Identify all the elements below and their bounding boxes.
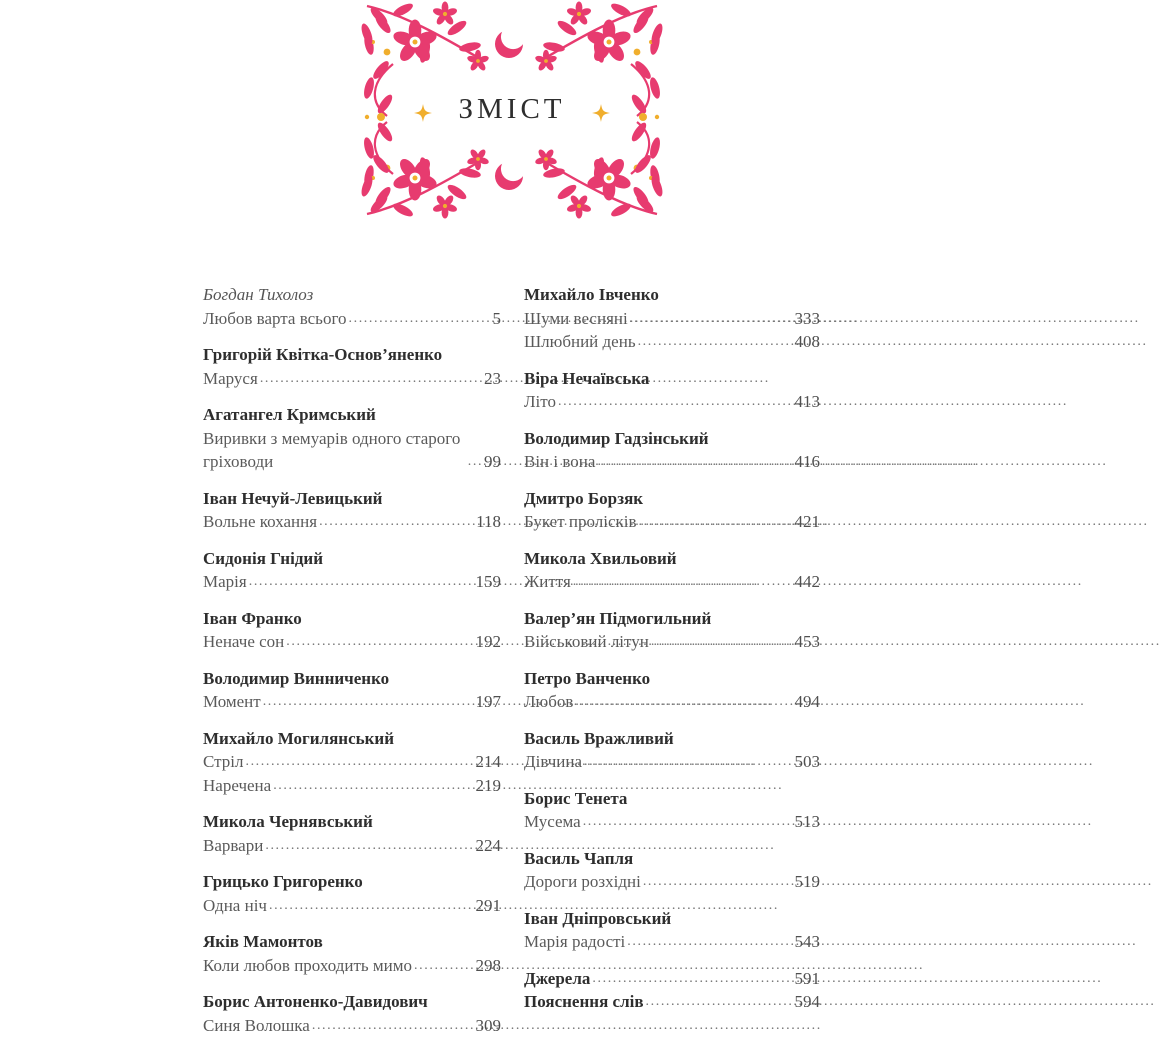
toc-column-right [524, 283, 820, 1050]
dot-leader [273, 774, 473, 798]
dot-leader [597, 450, 792, 474]
dot-leader [249, 570, 474, 594]
toc-entry [203, 954, 501, 978]
page-number: 594 [794, 992, 820, 1011]
page-number: 224 [475, 835, 501, 855]
author-name: Володимир Гадзінський [524, 428, 709, 448]
work-title: Синя Волошка [203, 1015, 310, 1035]
author-name: Агатангел Кримський [203, 405, 376, 424]
dot-leader [583, 810, 793, 834]
author-name: Богдан Тихолоз [203, 285, 314, 304]
crescent-moon-icon [490, 153, 532, 194]
work-title: Любов [524, 692, 574, 711]
dot-leader [468, 450, 482, 474]
dot-leader [269, 894, 474, 918]
dot-leader [592, 967, 792, 991]
toc-entry [203, 367, 501, 391]
toc-entry [203, 750, 501, 774]
toc-entry [203, 1014, 501, 1038]
work-title: Дороги розхідні [524, 872, 641, 891]
flower-cluster-icon [363, 1, 490, 72]
page-number: 309 [475, 1015, 501, 1035]
work-title: Виривки з мемуарів одного старого гріховоди [203, 428, 461, 471]
author-name: Василь Чапля [524, 848, 634, 868]
toc-entry [524, 750, 820, 774]
toc-entry [203, 427, 501, 474]
toc-group [524, 667, 820, 714]
dot-leader [312, 1014, 474, 1038]
toc-group [524, 487, 820, 534]
toc-entry [524, 630, 820, 654]
toc-column-left [203, 283, 501, 1050]
dot-leader [646, 990, 793, 1014]
work-title: Коли любов проходить мимо [203, 955, 413, 975]
toc-group [203, 607, 501, 654]
dot-leader [260, 367, 482, 391]
toc-entry [524, 967, 820, 991]
author-name: Петро Ванченко [524, 668, 651, 688]
toc-group [203, 990, 501, 1037]
page-number: 291 [475, 895, 501, 915]
page-number: 416 [794, 452, 820, 471]
table-of-contents [203, 283, 820, 1050]
author-name: Микола Хвильовий [524, 548, 677, 568]
page-number: 543 [794, 932, 820, 951]
toc-group [524, 967, 820, 1014]
author-name: Михайло Івченко [524, 285, 659, 304]
page-number: 23 [484, 368, 501, 388]
work-title: Вольне кохання [203, 512, 318, 531]
page-number: 413 [794, 392, 820, 411]
work-title: Букет пролісків [524, 512, 637, 531]
toc-group [524, 847, 820, 894]
toc-entry [524, 510, 820, 534]
author-name: Микола Чернявський [203, 812, 373, 831]
page-number: 118 [476, 512, 501, 531]
page-number: 453 [794, 632, 820, 651]
work-title: Варвари [203, 835, 264, 855]
work-title: Військовий літун [524, 632, 649, 651]
author-name: Григорій Квітка-Основ’яненко [203, 345, 443, 364]
toc-group [524, 907, 820, 954]
page-number: 99 [484, 452, 501, 471]
toc-entry [203, 690, 501, 714]
toc-group [203, 547, 501, 594]
page-number: 421 [794, 512, 820, 531]
toc-entry [524, 450, 820, 474]
work-title: Джерела [524, 968, 591, 988]
dot-leader [638, 330, 793, 354]
work-title: Неначе сон [203, 632, 285, 651]
toc-entry [524, 690, 820, 714]
toc-group [524, 787, 820, 834]
toc-group [524, 727, 820, 774]
author-name: Валер’ян Підмогильний [524, 608, 712, 628]
toc-group [203, 343, 501, 390]
work-title: Він і вона [524, 452, 596, 471]
toc-entry [524, 330, 820, 354]
toc-entry [203, 307, 501, 331]
toc-group [203, 487, 501, 534]
toc-entry [203, 774, 501, 798]
toc-entry [524, 930, 820, 954]
dot-leader [558, 390, 793, 414]
work-title: Любов варта всього [203, 308, 347, 328]
author-name: Борис Тенета [524, 788, 628, 808]
crescent-moon-icon [490, 21, 532, 62]
work-title: Дівчина [524, 752, 582, 771]
work-title: Шлюбний день [524, 332, 636, 351]
work-title: Момент [203, 692, 261, 711]
page-number: 591 [794, 968, 820, 988]
dot-leader [584, 750, 793, 774]
toc-group [524, 427, 820, 474]
page-number: 519 [794, 872, 820, 891]
page-number: 513 [794, 812, 820, 831]
dot-leader [263, 690, 474, 714]
work-title: Одна ніч [203, 895, 267, 915]
dot-leader [245, 750, 473, 774]
toc-group [203, 727, 501, 798]
author-name: Віра Нечаївська [524, 368, 650, 388]
work-title: Життя [524, 572, 571, 591]
toc-entry [203, 510, 501, 534]
toc-group [203, 810, 501, 857]
toc-entry [524, 307, 820, 331]
author-name: Сидонія Гнідий [203, 548, 324, 568]
dot-leader [319, 510, 474, 534]
page-number: 197 [475, 692, 501, 711]
author-name: Іван Нечуй-Левицький [203, 488, 383, 508]
author-name: Михайло Могилянський [203, 728, 394, 748]
toc-group [524, 607, 820, 654]
dot-leader [414, 954, 473, 978]
page-number: 298 [475, 955, 501, 975]
author-name: Іван Франко [203, 608, 302, 628]
page-number: 192 [475, 632, 501, 651]
toc-entry [524, 390, 820, 414]
toc-entry [524, 570, 820, 594]
dot-leader [627, 930, 792, 954]
toc-group [203, 403, 501, 474]
dot-leader [630, 307, 793, 331]
work-title: Шуми весняні [524, 308, 628, 328]
page-number: 5 [492, 308, 501, 328]
toc-group [203, 870, 501, 917]
toc-group [524, 547, 820, 594]
page-number: 442 [794, 572, 820, 591]
toc-entry [203, 894, 501, 918]
dot-leader [286, 630, 473, 654]
toc-entry [524, 870, 820, 894]
page-number: 219 [475, 775, 501, 795]
dot-leader [575, 690, 792, 714]
author-name: Іван Дніпровський [524, 908, 672, 928]
page-number: 159 [475, 572, 501, 591]
author-name: Дмитро Борзяк [524, 488, 644, 508]
author-name: Борис Антоненко-Давидович [203, 992, 428, 1011]
toc-group [203, 667, 501, 714]
dot-leader [573, 570, 793, 594]
dot-leader [265, 834, 473, 858]
toc-entry [203, 630, 501, 654]
toc-entry [524, 810, 820, 834]
work-title: Пояснення слів [524, 992, 644, 1011]
work-title: Марія [203, 572, 247, 591]
toc-entry [203, 570, 501, 594]
dot-leader [643, 870, 793, 894]
toc-group [524, 367, 820, 414]
author-name: Яків Мамонтов [203, 932, 323, 951]
work-title: Стріл [203, 752, 244, 771]
work-title: Маруся [203, 368, 258, 388]
toc-group [203, 930, 501, 977]
author-name: Василь Вражливий [524, 728, 674, 748]
dot-leader [349, 307, 491, 331]
work-title: Мусема [524, 812, 581, 831]
toc-group [203, 283, 501, 330]
work-title: Наречена [203, 775, 272, 795]
work-title: Марія радості [524, 932, 626, 951]
toc-entry [524, 990, 820, 1014]
toc-group [524, 283, 820, 354]
work-title: Літо [524, 392, 556, 411]
dot-leader [639, 510, 793, 534]
toc-entry [203, 834, 501, 858]
dot-leader [651, 630, 793, 654]
page-number: 214 [475, 752, 501, 771]
author-name: Грицько Григоренко [203, 872, 363, 891]
flower-cluster-icon [534, 1, 661, 72]
page-number: 408 [794, 332, 820, 351]
author-name: Володимир Винниченко [203, 668, 390, 688]
page-title: ЗМІСТ [458, 93, 566, 125]
page-number: 494 [794, 692, 820, 711]
page-number: 333 [794, 308, 820, 328]
page-number: 503 [794, 752, 820, 771]
